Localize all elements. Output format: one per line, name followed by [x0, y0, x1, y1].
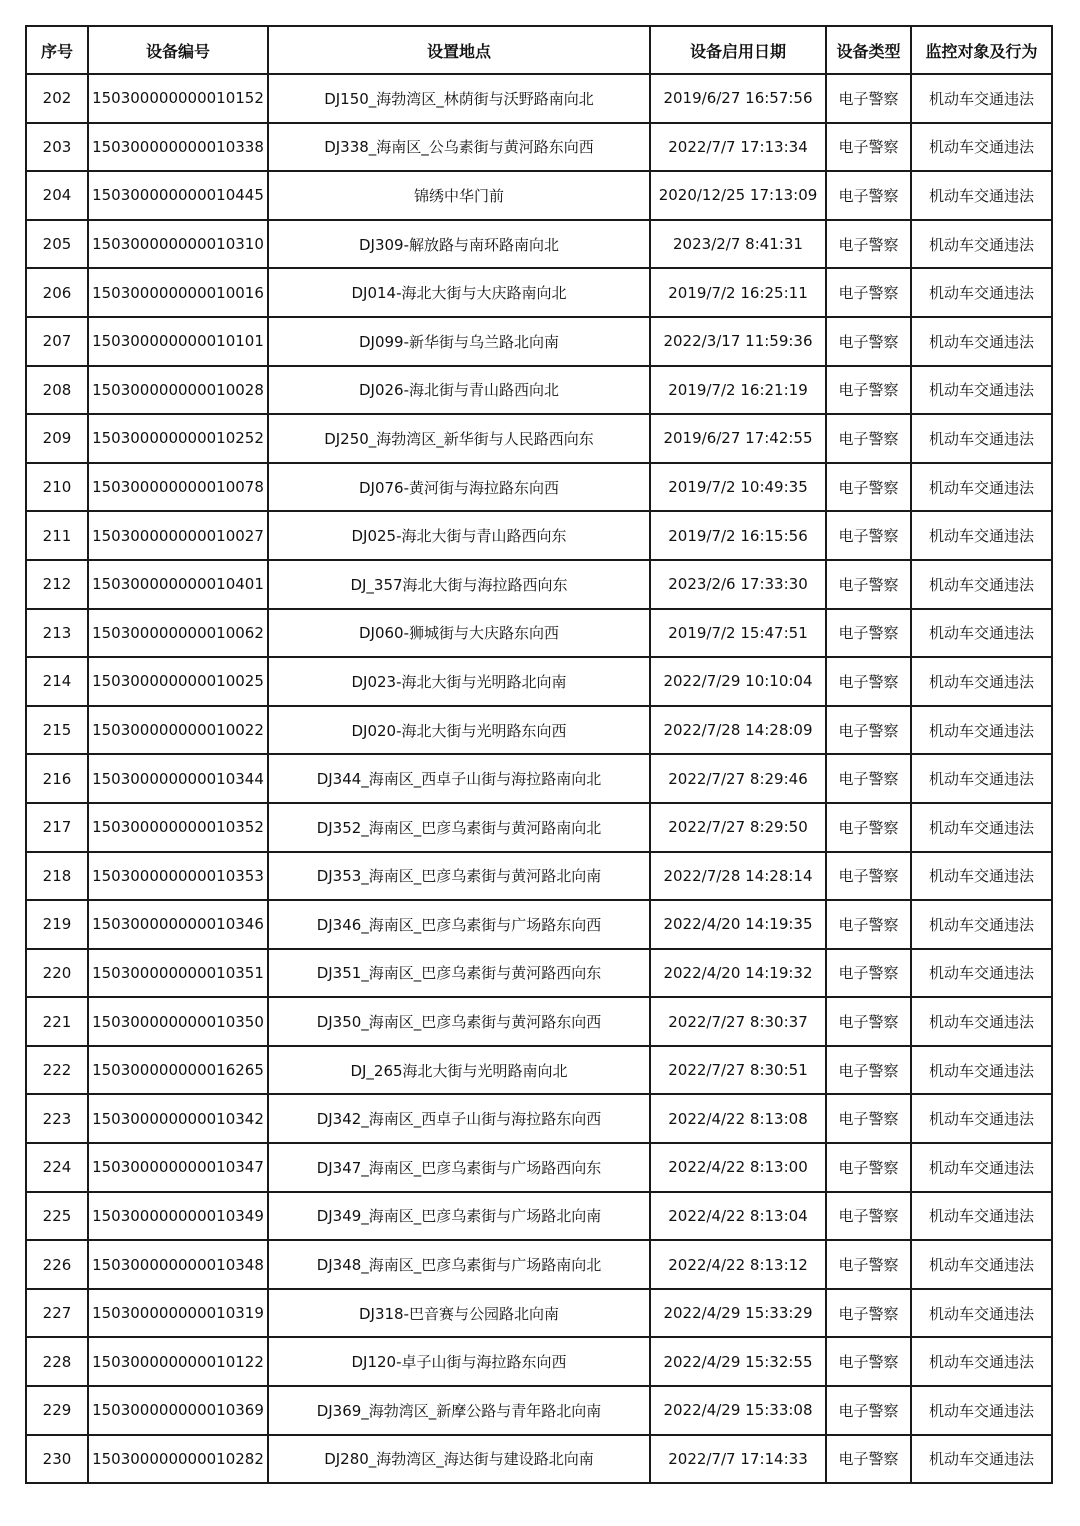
- cell-start-date: 2022/4/29 15:32:55: [650, 1337, 826, 1386]
- cell-monitor-target: 机动车交通违法: [911, 560, 1052, 609]
- cell-device-id: 150300000000010101: [88, 317, 268, 366]
- cell-location: DJ020-海北大街与光明路东向西: [268, 706, 650, 755]
- cell-monitor-target: 机动车交通违法: [911, 706, 1052, 755]
- cell-monitor-target: 机动车交通违法: [911, 1240, 1052, 1289]
- cell-index: 221: [26, 997, 88, 1046]
- cell-device-type: 电子警察: [826, 852, 911, 901]
- table-row: [26, 706, 1052, 755]
- cell-device-id: 150300000000010310: [88, 220, 268, 269]
- table-row: [26, 220, 1052, 269]
- cell-device-type: 电子警察: [826, 900, 911, 949]
- cell-location: DJ338_海南区_公乌素街与黄河路东向西: [268, 123, 650, 172]
- cell-monitor-target: 机动车交通违法: [911, 1046, 1052, 1095]
- cell-index: 220: [26, 949, 88, 998]
- cell-location: DJ346_海南区_巴彦乌素街与广场路东向西: [268, 900, 650, 949]
- cell-location: DJ342_海南区_西卓子山街与海拉路东向西: [268, 1094, 650, 1143]
- cell-device-id: 150300000000010338: [88, 123, 268, 172]
- cell-device-type: 电子警察: [826, 414, 911, 463]
- cell-location: DJ014-海北大街与大庆路南向北: [268, 268, 650, 317]
- cell-device-id: 150300000000010352: [88, 803, 268, 852]
- cell-monitor-target: 机动车交通违法: [911, 1192, 1052, 1241]
- cell-monitor-target: 机动车交通违法: [911, 1289, 1052, 1338]
- cell-location: DJ309-解放路与南环路南向北: [268, 220, 650, 269]
- cell-start-date: 2019/6/27 17:42:55: [650, 414, 826, 463]
- cell-monitor-target: 机动车交通违法: [911, 1386, 1052, 1435]
- table-row: [26, 414, 1052, 463]
- cell-index: 224: [26, 1143, 88, 1192]
- cell-location: DJ350_海南区_巴彦乌素街与黄河路东向西: [268, 997, 650, 1046]
- cell-start-date: 2022/4/22 8:13:00: [650, 1143, 826, 1192]
- cell-device-type: 电子警察: [826, 1094, 911, 1143]
- cell-monitor-target: 机动车交通违法: [911, 997, 1052, 1046]
- cell-index: 226: [26, 1240, 88, 1289]
- cell-index: 208: [26, 366, 88, 415]
- table-row: [26, 949, 1052, 998]
- header-device-type: 设备类型: [826, 26, 911, 74]
- cell-monitor-target: 机动车交通违法: [911, 268, 1052, 317]
- cell-device-type: 电子警察: [826, 123, 911, 172]
- cell-index: 228: [26, 1337, 88, 1386]
- table-row: [26, 657, 1052, 706]
- table-row: [26, 1143, 1052, 1192]
- cell-location: DJ353_海南区_巴彦乌素街与黄河路北向南: [268, 852, 650, 901]
- cell-device-type: 电子警察: [826, 1289, 911, 1338]
- cell-device-id: 150300000000010348: [88, 1240, 268, 1289]
- cell-index: 230: [26, 1435, 88, 1484]
- cell-device-type: 电子警察: [826, 268, 911, 317]
- cell-monitor-target: 机动车交通违法: [911, 511, 1052, 560]
- cell-location: DJ348_海南区_巴彦乌素街与广场路南向北: [268, 1240, 650, 1289]
- header-start-date: 设备启用日期: [650, 26, 826, 74]
- cell-start-date: 2022/4/20 14:19:35: [650, 900, 826, 949]
- table-row: [26, 171, 1052, 220]
- cell-device-id: 150300000000010016: [88, 268, 268, 317]
- table-row: [26, 1240, 1052, 1289]
- cell-monitor-target: 机动车交通违法: [911, 852, 1052, 901]
- cell-device-id: 150300000000016265: [88, 1046, 268, 1095]
- table-row: [26, 997, 1052, 1046]
- cell-device-type: 电子警察: [826, 609, 911, 658]
- cell-location: DJ344_海南区_西卓子山街与海拉路南向北: [268, 754, 650, 803]
- cell-device-type: 电子警察: [826, 1192, 911, 1241]
- cell-location: DJ023-海北大街与光明路北向南: [268, 657, 650, 706]
- cell-start-date: 2019/7/2 16:25:11: [650, 268, 826, 317]
- cell-monitor-target: 机动车交通违法: [911, 803, 1052, 852]
- table-row: [26, 1337, 1052, 1386]
- cell-device-type: 电子警察: [826, 706, 911, 755]
- cell-location: DJ025-海北大街与青山路西向东: [268, 511, 650, 560]
- cell-index: 229: [26, 1386, 88, 1435]
- cell-monitor-target: 机动车交通违法: [911, 1094, 1052, 1143]
- cell-location: DJ099-新华街与乌兰路北向南: [268, 317, 650, 366]
- header-index: 序号: [26, 26, 88, 74]
- table-row: [26, 560, 1052, 609]
- cell-location: DJ369_海勃湾区_新摩公路与青年路北向南: [268, 1386, 650, 1435]
- cell-device-id: 150300000000010152: [88, 74, 268, 123]
- cell-location: DJ318-巴音赛与公园路北向南: [268, 1289, 650, 1338]
- table-row: [26, 1192, 1052, 1241]
- cell-start-date: 2022/7/28 14:28:14: [650, 852, 826, 901]
- cell-device-id: 150300000000010022: [88, 706, 268, 755]
- cell-start-date: 2022/7/29 10:10:04: [650, 657, 826, 706]
- table-row: [26, 852, 1052, 901]
- header-location: 设置地点: [268, 26, 650, 74]
- cell-index: 211: [26, 511, 88, 560]
- cell-start-date: 2019/6/27 16:57:56: [650, 74, 826, 123]
- cell-device-id: 150300000000010445: [88, 171, 268, 220]
- cell-index: 225: [26, 1192, 88, 1241]
- table-row: [26, 511, 1052, 560]
- cell-start-date: 2020/12/25 17:13:09: [650, 171, 826, 220]
- cell-device-id: 150300000000010346: [88, 900, 268, 949]
- cell-device-type: 电子警察: [826, 997, 911, 1046]
- cell-location: DJ120-卓子山街与海拉路东向西: [268, 1337, 650, 1386]
- cell-device-id: 150300000000010027: [88, 511, 268, 560]
- cell-device-type: 电子警察: [826, 220, 911, 269]
- header-monitor-target: 监控对象及行为: [911, 26, 1052, 74]
- table-row: [26, 1094, 1052, 1143]
- cell-location: DJ347_海南区_巴彦乌素街与广场路西向东: [268, 1143, 650, 1192]
- cell-device-id: 150300000000010347: [88, 1143, 268, 1192]
- cell-location: 锦绣中华门前: [268, 171, 650, 220]
- cell-device-id: 150300000000010028: [88, 366, 268, 415]
- table-row: [26, 900, 1052, 949]
- cell-device-id: 150300000000010351: [88, 949, 268, 998]
- table-row: [26, 123, 1052, 172]
- cell-start-date: 2022/7/27 8:29:50: [650, 803, 826, 852]
- cell-device-id: 150300000000010349: [88, 1192, 268, 1241]
- cell-device-id: 150300000000010353: [88, 852, 268, 901]
- table-row: [26, 1046, 1052, 1095]
- cell-start-date: 2022/4/22 8:13:08: [650, 1094, 826, 1143]
- cell-index: 203: [26, 123, 88, 172]
- cell-device-id: 150300000000010369: [88, 1386, 268, 1435]
- cell-start-date: 2022/4/29 15:33:29: [650, 1289, 826, 1338]
- cell-location: DJ076-黄河街与海拉路东向西: [268, 463, 650, 512]
- cell-index: 204: [26, 171, 88, 220]
- cell-monitor-target: 机动车交通违法: [911, 171, 1052, 220]
- cell-location: DJ026-海北街与青山路西向北: [268, 366, 650, 415]
- cell-index: 219: [26, 900, 88, 949]
- cell-start-date: 2019/7/2 15:47:51: [650, 609, 826, 658]
- cell-monitor-target: 机动车交通违法: [911, 900, 1052, 949]
- cell-device-type: 电子警察: [826, 463, 911, 512]
- cell-location: DJ150_海勃湾区_林荫街与沃野路南向北: [268, 74, 650, 123]
- cell-monitor-target: 机动车交通违法: [911, 609, 1052, 658]
- cell-start-date: 2023/2/7 8:41:31: [650, 220, 826, 269]
- cell-monitor-target: 机动车交通违法: [911, 657, 1052, 706]
- cell-device-id: 150300000000010344: [88, 754, 268, 803]
- cell-index: 209: [26, 414, 88, 463]
- table-row: [26, 609, 1052, 658]
- cell-start-date: 2022/7/27 8:30:37: [650, 997, 826, 1046]
- cell-index: 206: [26, 268, 88, 317]
- cell-start-date: 2019/7/2 10:49:35: [650, 463, 826, 512]
- cell-device-type: 电子警察: [826, 1386, 911, 1435]
- table-row: [26, 74, 1052, 123]
- cell-monitor-target: 机动车交通违法: [911, 74, 1052, 123]
- table-body: [26, 74, 1052, 1483]
- cell-index: 217: [26, 803, 88, 852]
- cell-device-id: 150300000000010401: [88, 560, 268, 609]
- cell-index: 210: [26, 463, 88, 512]
- cell-device-id: 150300000000010078: [88, 463, 268, 512]
- table-row: [26, 317, 1052, 366]
- cell-monitor-target: 机动车交通违法: [911, 1337, 1052, 1386]
- cell-device-type: 电子警察: [826, 1337, 911, 1386]
- cell-monitor-target: 机动车交通违法: [911, 317, 1052, 366]
- table-row: [26, 463, 1052, 512]
- cell-index: 222: [26, 1046, 88, 1095]
- cell-device-type: 电子警察: [826, 317, 911, 366]
- cell-index: 214: [26, 657, 88, 706]
- cell-device-type: 电子警察: [826, 949, 911, 998]
- cell-index: 227: [26, 1289, 88, 1338]
- cell-index: 202: [26, 74, 88, 123]
- table-row: [26, 1386, 1052, 1435]
- header-device-id: 设备编号: [88, 26, 268, 74]
- table-row: [26, 754, 1052, 803]
- cell-index: 215: [26, 706, 88, 755]
- cell-monitor-target: 机动车交通违法: [911, 463, 1052, 512]
- cell-index: 205: [26, 220, 88, 269]
- cell-monitor-target: 机动车交通违法: [911, 1143, 1052, 1192]
- cell-monitor-target: 机动车交通违法: [911, 366, 1052, 415]
- cell-location: DJ060-狮城街与大庆路东向西: [268, 609, 650, 658]
- cell-device-id: 150300000000010342: [88, 1094, 268, 1143]
- cell-device-id: 150300000000010319: [88, 1289, 268, 1338]
- cell-device-id: 150300000000010350: [88, 997, 268, 1046]
- cell-device-id: 150300000000010122: [88, 1337, 268, 1386]
- cell-device-type: 电子警察: [826, 1435, 911, 1484]
- cell-start-date: 2022/4/22 8:13:04: [650, 1192, 826, 1241]
- cell-location: DJ_357海北大街与海拉路西向东: [268, 560, 650, 609]
- cell-start-date: 2022/7/27 8:30:51: [650, 1046, 826, 1095]
- cell-location: DJ351_海南区_巴彦乌素街与黄河路西向东: [268, 949, 650, 998]
- cell-device-id: 150300000000010252: [88, 414, 268, 463]
- table-row: [26, 1435, 1052, 1484]
- cell-device-id: 150300000000010282: [88, 1435, 268, 1484]
- cell-device-id: 150300000000010025: [88, 657, 268, 706]
- cell-device-type: 电子警察: [826, 1046, 911, 1095]
- cell-index: 207: [26, 317, 88, 366]
- cell-index: 218: [26, 852, 88, 901]
- cell-device-type: 电子警察: [826, 754, 911, 803]
- cell-start-date: 2022/4/22 8:13:12: [650, 1240, 826, 1289]
- cell-start-date: 2022/4/20 14:19:32: [650, 949, 826, 998]
- cell-start-date: 2022/3/17 11:59:36: [650, 317, 826, 366]
- cell-device-type: 电子警察: [826, 171, 911, 220]
- cell-monitor-target: 机动车交通违法: [911, 414, 1052, 463]
- cell-device-type: 电子警察: [826, 657, 911, 706]
- cell-location: DJ352_海南区_巴彦乌素街与黄河路南向北: [268, 803, 650, 852]
- cell-monitor-target: 机动车交通违法: [911, 123, 1052, 172]
- cell-device-type: 电子警察: [826, 1143, 911, 1192]
- cell-monitor-target: 机动车交通违法: [911, 1435, 1052, 1484]
- table-row: [26, 268, 1052, 317]
- cell-start-date: 2019/7/2 16:21:19: [650, 366, 826, 415]
- cell-location: DJ280_海勃湾区_海达街与建设路北向南: [268, 1435, 650, 1484]
- cell-start-date: 2022/4/29 15:33:08: [650, 1386, 826, 1435]
- cell-device-id: 150300000000010062: [88, 609, 268, 658]
- cell-start-date: 2022/7/27 8:29:46: [650, 754, 826, 803]
- cell-location: DJ349_海南区_巴彦乌素街与广场路北向南: [268, 1192, 650, 1241]
- cell-monitor-target: 机动车交通违法: [911, 754, 1052, 803]
- cell-start-date: 2022/7/28 14:28:09: [650, 706, 826, 755]
- cell-monitor-target: 机动车交通违法: [911, 220, 1052, 269]
- device-table: [25, 25, 1053, 1484]
- cell-index: 213: [26, 609, 88, 658]
- cell-index: 212: [26, 560, 88, 609]
- cell-device-type: 电子警察: [826, 511, 911, 560]
- cell-start-date: 2022/7/7 17:14:33: [650, 1435, 826, 1484]
- table-header-row: [26, 26, 1052, 74]
- cell-device-type: 电子警察: [826, 560, 911, 609]
- cell-index: 216: [26, 754, 88, 803]
- cell-monitor-target: 机动车交通违法: [911, 949, 1052, 998]
- cell-device-type: 电子警察: [826, 74, 911, 123]
- cell-device-type: 电子警察: [826, 366, 911, 415]
- table-row: [26, 1289, 1052, 1338]
- cell-start-date: 2023/2/6 17:33:30: [650, 560, 826, 609]
- cell-index: 223: [26, 1094, 88, 1143]
- cell-device-type: 电子警察: [826, 803, 911, 852]
- cell-location: DJ250_海勃湾区_新华街与人民路西向东: [268, 414, 650, 463]
- table-row: [26, 366, 1052, 415]
- table-row: [26, 803, 1052, 852]
- cell-start-date: 2019/7/2 16:15:56: [650, 511, 826, 560]
- cell-start-date: 2022/7/7 17:13:34: [650, 123, 826, 172]
- cell-location: DJ_265海北大街与光明路南向北: [268, 1046, 650, 1095]
- cell-device-type: 电子警察: [826, 1240, 911, 1289]
